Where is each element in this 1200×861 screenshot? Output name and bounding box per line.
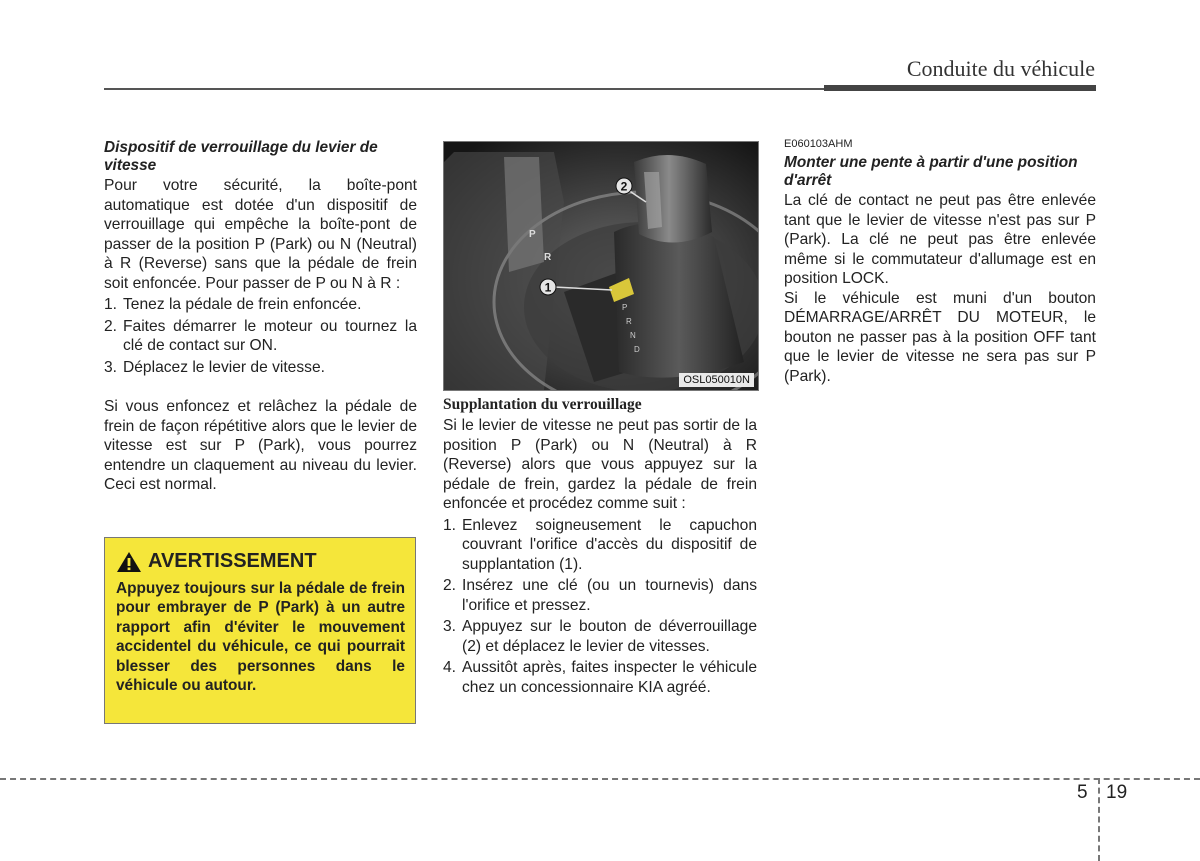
list-item: 2. Faites démarrer le moteur ou tournez la clé de contact sur ON.: [104, 317, 417, 354]
running-header-title: Conduite du véhicule: [906, 56, 1095, 81]
paragraph-2: Si le véhicule est muni d'un bouton DÉMARRAGE/ARRÊT DU MOTEUR, le bouton ne passer pas à la position OFF tant que le levier de vitesse ne sera pas sur P (Park).: [784, 289, 1096, 385]
warning-header: [116, 550, 405, 573]
list-item: 1. Enlevez soigneusement le capuchon couvrant l'orifice d'accès du dispositif de supplantation (1).: [443, 516, 757, 573]
list-item: 1. Tenez la pédale de frein enfoncée.: [104, 296, 362, 313]
list-item: 4. Aussitôt après, faites inspecter le véhicule chez un concessionnaire KIA agréé.: [443, 659, 757, 696]
warning-text: Appuyez toujours sur la pédale de frein pour embrayer de P (Park) à un autre rapport afin d'éviter le mouvement accidentel du véhicule, ce qui pourrait blesser des personnes dans le véhicule ou autour.: [116, 580, 405, 695]
column-middle: [443, 393, 757, 697]
header-rule: [104, 88, 824, 90]
footer-divider: [1098, 778, 1100, 861]
column-right: [784, 137, 1096, 386]
chapter-number: 5: [1077, 782, 1088, 803]
warning-triangle-icon: [116, 551, 142, 573]
gate-letter-p: P: [622, 303, 628, 312]
gate-letter-d: D: [634, 345, 640, 354]
paragraph-1: La clé de contact ne peut pas être enlevée tant que le levier de vitesse n'est pas sur P (Park). La clé ne peut pas être enlevée même si le commutateur d'allumage est en position LOCK.: [784, 192, 1096, 287]
list-item: 3. Appuyez sur le bouton de déverrouillage (2) et déplacez le levier de vitesses.: [443, 618, 757, 655]
warning-box: [104, 537, 416, 724]
section-subtitle: Monter une pente à partir d'une position d'arrêt: [784, 154, 1078, 189]
footer-rule: [0, 778, 1200, 780]
note-paragraph: Si vous enfoncez et relâchez la pédale de frein de façon répétitive alors que le levier de vitesse est sur P (Park), vous pourrez entendre un claquement au niveau du levier. Ceci est normal.: [104, 398, 417, 493]
gate-letter-r: R: [626, 317, 632, 326]
header-rule-accent: [824, 85, 1096, 91]
steps-list: [104, 295, 417, 377]
intro-paragraph: Si le levier de vitesse ne peut pas sortir de la position P (Park) ou N (Neutral) à R (Reverse) alors que vous appuyez sur la pédale de frein, gardez la pédale de frein enfoncée et procédez comme suit :: [443, 417, 757, 512]
intro-paragraph: Pour votre sécurité, la boîte-pont automatique est dotée d'un dispositif de verrouillage qui empêche la boîte-pont de passer de la position P (Park) ou N (Neutral) à R (Reverse) sans que la pédale de frein soit enfoncée. Pour passer de P ou N à R :: [104, 177, 417, 292]
steps-list: [443, 516, 757, 698]
lever-letter-p: P: [529, 229, 536, 240]
gate-letter-n: N: [630, 331, 636, 340]
callout-1-label: 1: [544, 280, 552, 295]
shift-lever-illustration: [444, 142, 758, 390]
list-item: 2. Insérez une clé (ou un tournevis) dans l'orifice et pressez.: [443, 577, 757, 614]
lever-letter-r: R: [544, 252, 552, 263]
page-number: 19: [1106, 782, 1128, 803]
column-left: [104, 139, 417, 495]
section-code: E060103AHM: [784, 138, 853, 150]
section-title: Supplantation du verrouillage: [443, 396, 642, 413]
shift-lever-photo: [443, 141, 759, 391]
figure-code: OSL050010N: [679, 373, 754, 387]
warning-title: AVERTISSEMENT: [148, 550, 317, 572]
section-subtitle: Dispositif de verrouillage du levier de vitesse: [104, 139, 378, 174]
list-item: 3. Déplacez le levier de vitesse.: [104, 358, 325, 376]
callout-2-label: 2: [620, 179, 628, 194]
